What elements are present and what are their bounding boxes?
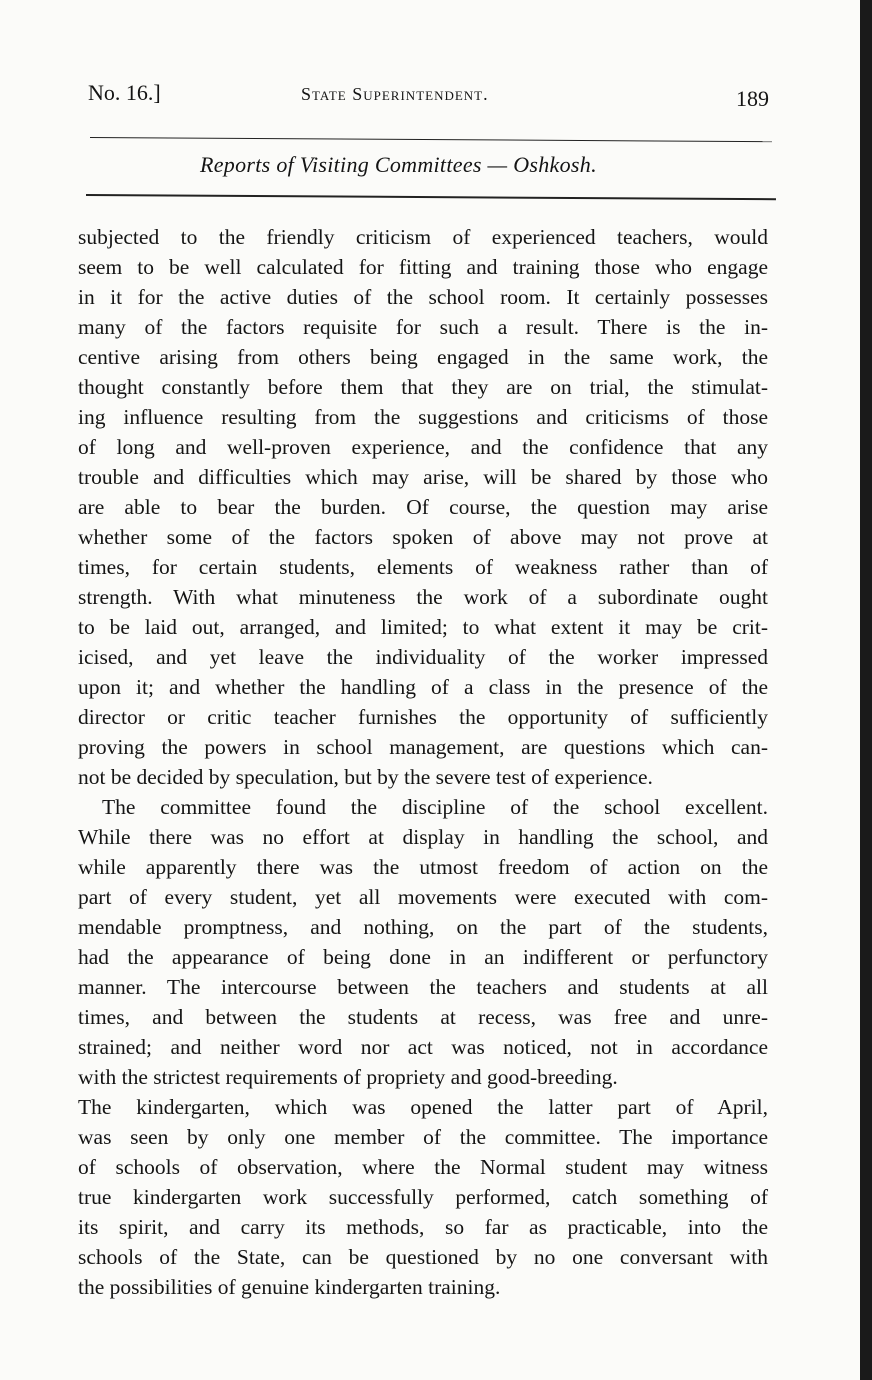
section-subtitle: Reports of Visiting Committees — Oshkosh. [200, 152, 597, 177]
text-line: times, and between the students at recess, was free and unre- [78, 1005, 768, 1029]
text-line: to be laid out, arranged, and limited; to what extent it may be crit- [78, 615, 768, 639]
paragraph [78, 222, 768, 792]
text-line: The kindergarten, which was opened the latter part of April, [78, 1095, 768, 1119]
running-header [86, 78, 786, 118]
text-line: strength. With what minuteness the work of a subordinate ought [78, 585, 768, 609]
text-line: are able to bear the burden. Of course, the question may arise [78, 495, 768, 519]
scan-edge [860, 0, 872, 1380]
text-line: subjected to the friendly criticism of experienced teachers, would [78, 225, 768, 249]
paragraph [78, 1092, 768, 1302]
text-line: whether some of the factors spoken of above may not prove at [78, 525, 768, 549]
text-line: thought constantly before them that they are on trial, the stimulat- [78, 375, 768, 399]
text-line: The committee found the discipline of the school excellent. [102, 795, 768, 819]
text-line: icised, and yet leave the individuality of the worker impressed [78, 645, 768, 669]
text-line: its spirit, and carry its methods, so far as practicable, into the [78, 1215, 768, 1239]
text-line: with the strictest requirements of propriety and good-breeding. [78, 1065, 618, 1089]
text-line: upon it; and whether the handling of a class in the presence of the [78, 675, 768, 699]
text-line: director or critic teacher furnishes the opportunity of sufficiently [78, 705, 768, 729]
text-line: times, for certain students, elements of weakness rather than of [78, 555, 768, 579]
text-line: ing influence resulting from the suggestions and criticisms of those [78, 405, 768, 429]
text-line: trouble and difficulties which may arise, will be shared by those who [78, 465, 768, 489]
page-number: 189 [736, 86, 769, 111]
text-line: was seen by only one member of the committee. The importance [78, 1125, 768, 1149]
text-line: While there was no effort at display in handling the school, and [78, 825, 768, 849]
text-line: strained; and neither word nor act was noticed, not in accordance [78, 1035, 768, 1059]
text-line: seem to be well calculated for fitting and training those who engage [78, 255, 768, 279]
text-line: true kindergarten work successfully performed, catch something of [78, 1185, 768, 1209]
running-title: State Superintendent. [301, 84, 489, 104]
text-line: schools of the State, can be questioned by no one conversant with [78, 1245, 768, 1269]
text-line: many of the factors requisite for such a result. There is the in- [78, 315, 768, 339]
body-text [78, 222, 768, 1302]
text-line: had the appearance of being done in an indifferent or perfunctory [78, 945, 768, 969]
text-line: not be decided by speculation, but by the severe test of experience. [78, 765, 653, 789]
text-line: centive arising from others being engaged in the same work, the [78, 345, 768, 369]
text-line: the possibilities of genuine kindergarten training. [78, 1275, 501, 1299]
text-line: mendable promptness, and nothing, on the part of the students, [78, 915, 768, 939]
text-line: manner. The intercourse between the teachers and students at all [78, 975, 768, 999]
text-line: of long and well-proven experience, and the confidence that any [78, 435, 768, 459]
paragraph [78, 792, 768, 1092]
text-line: of schools of observation, where the Normal student may witness [78, 1155, 768, 1179]
text-line: part of every student, yet all movements were executed with com- [78, 885, 768, 909]
document-number: No. 16.] [88, 80, 161, 105]
header-rule-top [90, 137, 772, 142]
text-line: while apparently there was the utmost freedom of action on the [78, 855, 768, 879]
text-line: proving the powers in school management, are questions which can- [78, 735, 768, 759]
text-line: in it for the active duties of the school room. It certainly possesses [78, 285, 768, 309]
header-rule-bottom [86, 194, 776, 200]
